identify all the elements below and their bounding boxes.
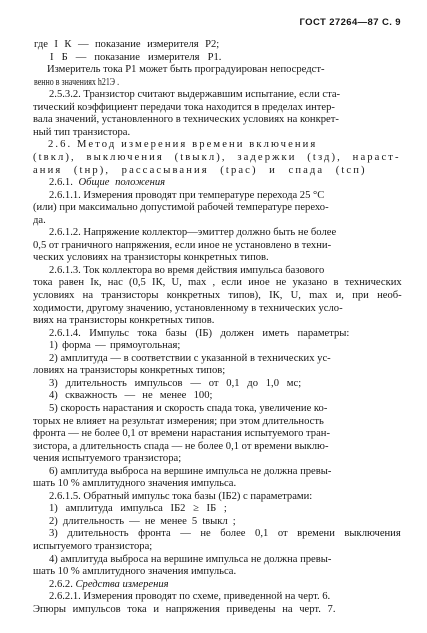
text-line: ходимости, другому значению, установленному в технических усло- [33,302,343,314]
text-line: Эпюры импульсов тока и напряжения приведены на черт. 7. [33,603,336,615]
text-line: 2.6.2.1. Измерения проводят по схеме, приведенной на черт. 6. [49,591,331,603]
text-line: 3) длительность импульсов — от 0,1 до 1,0 мс; [49,377,302,389]
text-line: 2.6.1.3. Ток коллектора во время действия импульса базового [49,264,325,276]
text-line: 2) амплитуда — в соответствии с указанной в технических ус- [49,352,331,364]
text-line: чения испытуемого транзистора; [33,453,182,465]
text-line: торых не влияет на результат измерения; при этом длительность [33,415,324,427]
text-line: 2) длительность — не менее 5 tвыкл ; [49,515,236,527]
text-line: I Б — показание измерителя P1. [50,51,222,63]
text-line: где I К — показание измерителя P2; [34,39,220,50]
text-line: 4) скважность — не менее 100; [49,390,213,402]
text-line: шать 10 % амплитудного значения импульса. [33,478,237,490]
page-number: С. 9 [381,17,401,28]
page-header [300,17,401,28]
text-line: да. [33,214,46,226]
text-line: ный тип транзистора. [33,126,131,138]
text-line: ловиях на транзисторы конкретных типов; [33,365,226,377]
text-line: виях на транзисторы конкретных типов. [33,315,215,327]
text-line: испытуемого транзистора; [33,541,153,552]
text-line: (tвкл), выключения (tвыкл), задержки (tзд), нараст- [33,151,401,163]
text-line: 1) амплитуда импульса IБ2 ≥ IБ ; [49,503,227,515]
text-line: 2.6. Метод измерения времени включения [48,139,318,151]
text-line: 2.6.1.4. Импульс тока базы (IБ) должен иметь параметры: [49,327,350,339]
text-line: 0,5 от граничного напряжения, если иное не установлено в техни- [33,239,332,251]
standard-number: ГОСТ 27264—87 [299,17,379,28]
text-line: Измеритель тока P1 может быть проградуирован непосредст- [47,64,325,76]
text-line: зистора, а длительность спада — не более 0,1 от времени выклю- [33,440,329,452]
text-line: 2.6.2. Средства измерения [49,578,169,590]
text-line: фронта — не более 0,1 от времени нарастания испытуемого тран- [33,428,330,440]
text-line: 3) длительность фронта — не более 0,1 от времени выключения [49,528,401,540]
text-line: 6) амплитуда выброса на вершине импульса не должна превы- [49,465,332,477]
text-line: 2.5.3.2. Транзистор считают выдержавшим испытание, если ста- [49,89,341,101]
text-line: 4) амплитуда выброса на вершине импульса не должна превы- [49,553,332,565]
text-line: венно в значениях h21Э . [34,76,120,88]
text-line: 5) скорость нарастания и скорость спада тока, увеличение ко- [49,402,328,414]
text-line: тический коэффициент передачи тока находится в пределах интер- [33,101,335,113]
text-line: 1) форма — прямоугольная; [49,340,181,352]
text-line: вала значений, установленного в технических условиях на конкрет- [33,114,339,126]
text-line: 2.6.1.2. Напряжение коллектор—эмиттер должно быть не более [49,227,337,239]
text-line: шать 10 % амплитудного значения импульса. [33,566,237,578]
text-line: 2.6.1. Общие положения [49,177,166,189]
text-line: ческих условиях на транзисторы конкретных типов. [33,252,269,264]
text-line: условиях на транзисторы конкретных типов), IК, U, max и, при необ- [33,290,402,301]
text-line: (или) при максимально допустимой рабочей температуре перехо- [33,202,329,214]
text-line: 2.6.1.5. Обратный импульс тока базы (IБ2) с параметрами: [49,490,313,502]
text-line: тока равен Iк, нас (0,5 IК, U, max , если иное не указано в технических [33,277,402,289]
text-line: 2.6.1.1. Измерения проводят при температуре перехода 25 °С [49,189,325,201]
text-line: ания (tнр), рассасывания (tрас) и спада (tсп) [33,164,367,176]
